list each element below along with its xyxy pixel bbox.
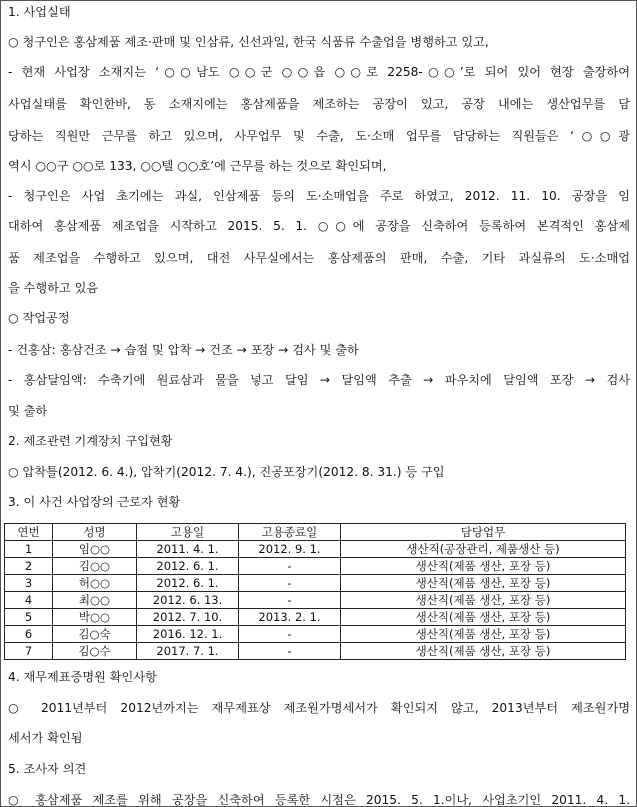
table-cell: 생산직(제품 생산, 포장 등)	[341, 609, 626, 626]
table-cell: 2012. 6. 13.	[137, 592, 239, 609]
table-cell: 김○수	[53, 643, 137, 660]
paragraph-line: 세서가 확인됨	[8, 731, 83, 745]
table-cell: 3	[5, 575, 53, 592]
table-cell: 2012. 7. 10.	[137, 609, 239, 626]
table-cell: 7	[5, 643, 53, 660]
section-heading-financial-statements: 4. 재무제표증명원 확인사항	[8, 670, 157, 684]
table-row	[5, 643, 626, 660]
table-row	[5, 592, 626, 609]
table-row	[5, 626, 626, 643]
table-cell: -	[239, 643, 341, 660]
table-cell: 1	[5, 541, 53, 558]
table-cell: 생산직(제품 생산, 포장 등)	[341, 558, 626, 575]
table-cell: 김○○	[53, 558, 137, 575]
table-cell: 생산직(제품 생산, 포장 등)	[341, 626, 626, 643]
section-heading-business-status: 1. 사업실태	[8, 5, 71, 19]
table-cell: 최○○	[53, 592, 137, 609]
table-cell: 2016. 12. 1.	[137, 626, 239, 643]
table-cell: 2017. 7. 1.	[137, 643, 239, 660]
table-cell: 4	[5, 592, 53, 609]
table-cell: 박○○	[53, 609, 137, 626]
table-cell: -	[239, 558, 341, 575]
column-header: 성명	[53, 524, 137, 541]
table-row	[5, 541, 626, 558]
table-cell: -	[239, 575, 341, 592]
table-header-row	[5, 524, 626, 541]
column-header: 담당업무	[341, 524, 626, 541]
paragraph: - 건홍삼: 홍삼건조 → 습점 및 압착 → 건조 → 포장 → 검사 및 출하	[8, 343, 359, 357]
column-header: 연번	[5, 524, 53, 541]
paragraph-line: - 현재 사업장 소재지는 ‘○○남도 ○○군 ○○읍 ○○로 2258-○○’로 되어 있어 현장 출장하여	[8, 65, 630, 79]
table-cell: 5	[5, 609, 53, 626]
section-heading-investigator-opinion: 5. 조사자 의견	[8, 762, 87, 776]
paragraph: ○ 청구인은 홍삼제품 제조·판매 및 인삼류, 신선과일, 한국 식품류 수출업을 병행하고 있고,	[8, 35, 489, 49]
table-cell: 임○○	[53, 541, 137, 558]
table-cell: 김○숙	[53, 626, 137, 643]
table-cell: 생산직(제품 생산, 포장 등)	[341, 575, 626, 592]
table-cell: 2012. 6. 1.	[137, 558, 239, 575]
table-cell: 6	[5, 626, 53, 643]
paragraph-line: ○ 홍삼제품 제조를 위해 공장을 신축하여 등록한 시점은 2015. 5. 1.이나, 사업초기인 2011. 4. 1.	[8, 793, 630, 807]
table-cell: 2	[5, 558, 53, 575]
paragraph-line: 당하는 직원만 근무를 하고 있으며, 사무업무 및 수출, 도·소매 업무를 담당하는 직원들은 ‘○○광	[8, 129, 630, 143]
table-row	[5, 558, 626, 575]
column-header: 고용종료일	[239, 524, 341, 541]
workers-table	[4, 523, 626, 660]
table-cell: 생산직(제품 생산, 포장 등)	[341, 592, 626, 609]
section-heading-workers: 3. 이 사건 사업장의 근로자 현황	[8, 495, 181, 509]
table-cell: 2013. 2. 1.	[239, 609, 341, 626]
table-cell: 2012. 6. 1.	[137, 575, 239, 592]
table-row	[5, 609, 626, 626]
paragraph-line: 품 제조업을 수행하고 있으며, 대전 사무실에서는 홍삼제품의 판매, 수출, 기타 과실류의 도·소매업	[8, 251, 630, 265]
paragraph-line: ○ 2011년부터 2012년까지는 재무제표상 제조원가명세서가 확인되지 않고, 2013년부터 제조원가명	[8, 701, 630, 715]
paragraph-line: - 홍삼달임액: 수축기에 원료삼과 물을 넣고 달임 → 달임액 추출 → 파우치에 달임액 포장 → 검사	[8, 373, 630, 387]
table-cell: 생산직(공장관리, 제품생산 등)	[341, 541, 626, 558]
table-cell: 생산직(제품 생산, 포장 등)	[341, 643, 626, 660]
paragraph-line: 역시 ○○구 ○○로 133, ○○텔 ○○호’에 근무를 하는 것으로 확인되며,	[8, 159, 387, 173]
paragraph-line: 대하여 홍삼제품 제조업을 시작하고 2015. 5. 1. ○○에 공장을 신축하여 등록하여 본격적인 홍삼제	[8, 219, 630, 233]
paragraph-line: - 청구인은 사업 초기에는 과실, 인삼제품 등의 도·소매업을 주로 하였고, 2012. 11. 10. 공장을 임	[8, 189, 630, 203]
section-heading-machinery: 2. 제조관련 기계장치 구입현황	[8, 434, 173, 448]
paragraph: ○ 압착틀(2012. 6. 4.), 압착기(2012. 7. 4.), 진공포장기(2012. 8. 31.) 등 구입	[8, 465, 445, 479]
table-cell: 2012. 9. 1.	[239, 541, 341, 558]
paragraph-line: 및 출하	[8, 404, 48, 418]
paragraph-line: 을 수행하고 있음	[8, 281, 99, 295]
paragraph-line: 사업실태를 확인한바, 동 소재지에는 홍삼제품을 제조하는 공장이 있고, 공장 내에는 생산업무를 담	[8, 97, 630, 111]
table-cell: -	[239, 592, 341, 609]
table-row	[5, 575, 626, 592]
table-cell: -	[239, 626, 341, 643]
table-cell: 허○○	[53, 575, 137, 592]
paragraph: ○ 작업공정	[8, 311, 70, 325]
table-cell: 2011. 4. 1.	[137, 541, 239, 558]
column-header: 고용일	[137, 524, 239, 541]
